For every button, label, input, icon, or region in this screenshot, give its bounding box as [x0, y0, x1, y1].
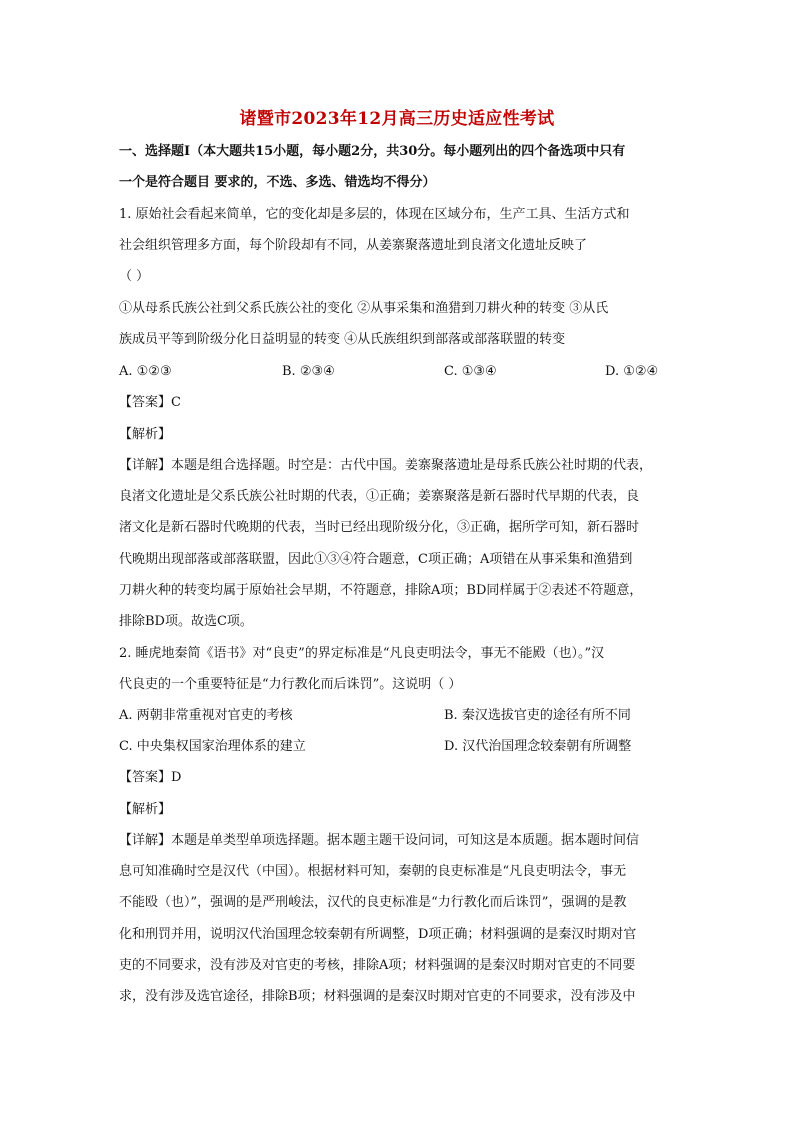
q2-option-b: B. 秦汉选拔官吏的途径有所不同 — [444, 708, 631, 723]
q1-detail-line: 【详解】本题是组合选择题。时空是：古代中国。姜寨聚落遗址是母系氏族公社时期的代表， — [119, 458, 653, 473]
q2-option-d: D. 汉代治国理念较秦朝有所调整 — [444, 739, 632, 754]
q1-stem-line-3: （ ） — [119, 269, 150, 284]
q2-detail-line: 吏的不同要求，没有涉及对官吏的考核，排除A项；材料强调的是秦汉时期对官吏的不同要 — [119, 958, 636, 973]
section-heading-line-2: 一个是符合题目 要求的，不选、多选、错选均不得分） — [119, 175, 436, 190]
q2-analysis-label: 【解析】 — [119, 802, 172, 817]
q2-option-c: C. 中央集权国家治理体系的建立 — [119, 739, 306, 754]
q2-detail-line: 不能殴（也）”，强调的是严刑峻法，汉代的良吏标准是“力行教化而后诛罚”，强调的是教 — [119, 895, 627, 910]
q2-answer: 【答案】D — [119, 770, 182, 785]
q1-detail-line: 刀耕火种的转变均属于原始社会早期，不符题意，排除A项；BD同样属于②表述不符题意， — [119, 583, 643, 598]
q1-option-d: D. ①②④ — [605, 364, 659, 379]
q1-stem-line-1: 1. 原始社会看起来简单，它的变化却是多层的，体现在区域分布，生产工具、生活方式和 — [119, 207, 630, 222]
q1-detail-line: 代晚期出现部落或部落联盟，因此①③④符合题意，C项正确；A项错在从事采集和渔猎到 — [119, 552, 633, 567]
section-heading-line-1: 一、选择题Ⅰ（本大题共15小题，每小题2分，共30分。每小题列出的四个备选项中只有 — [119, 144, 626, 159]
q2-detail-line: 【详解】本题是单类型单项选择题。据本题主题干设问词，可知这是本质题。据本题时间信 — [119, 833, 640, 848]
q2-stem-line-2: 代良吏的一个重要特征是“力行教化而后诛罚”。这说明（ ） — [119, 677, 462, 692]
q2-option-a: A. 两朝非常重视对官吏的考核 — [119, 708, 293, 723]
q1-answer: 【答案】C — [119, 395, 181, 410]
q1-items-line-1: ①从母系氏族公社到父系氏族公社的变化 ②从事采集和渔猎到刀耕火种的转变 ③从氏 — [119, 301, 609, 316]
q1-analysis-label: 【解析】 — [119, 427, 172, 442]
q2-detail-line: 息可知准确时空是汉代（中国）。根据材料可知，秦朝的良吏标准是“凡良吏明法令，事无 — [119, 864, 627, 879]
q2-detail-line: 化和刑罚并用，说明汉代治国理念较秦朝有所调整，D项正确；材料强调的是秦汉时期对官 — [119, 927, 637, 942]
q1-detail-line: 排除BD项。故选C项。 — [119, 614, 253, 629]
exam-title: 诸暨市2023年12月高三历史适应性考试 — [239, 109, 555, 129]
q2-detail-line: 求，没有涉及选官途径，排除B项；材料强调的是秦汉时期对官吏的不同要求，没有涉及中 — [119, 989, 636, 1004]
q1-detail-line: 良渚文化遗址是父系氏族公社时期的代表，①正确；姜寨聚落是新石器时代早期的代表，良 — [119, 489, 640, 504]
q1-option-a: A. ①②③ — [119, 364, 172, 379]
q1-items-line-2: 族成员平等到阶级分化日益明显的转变 ④从氏族组织到部落或部落联盟的转变 — [119, 332, 566, 347]
q1-option-b: B. ②③④ — [282, 364, 335, 379]
q1-option-c: C. ①③④ — [444, 364, 497, 379]
q1-stem-line-2: 社会组织管理多方面，每个阶段却有不同，从姜寨聚落遗址到良渚文化遗址反映了 — [119, 238, 588, 253]
q1-detail-line: 渚文化是新石器时代晚期的代表，当时已经出现阶级分化，③正确，据所学可知，新石器时 — [119, 520, 640, 535]
q2-stem-line-1: 2. 睡虎地秦简《语书》对“良吏”的界定标准是“凡良吏明法令，事无不能殿（也）。”汉 — [119, 646, 605, 661]
